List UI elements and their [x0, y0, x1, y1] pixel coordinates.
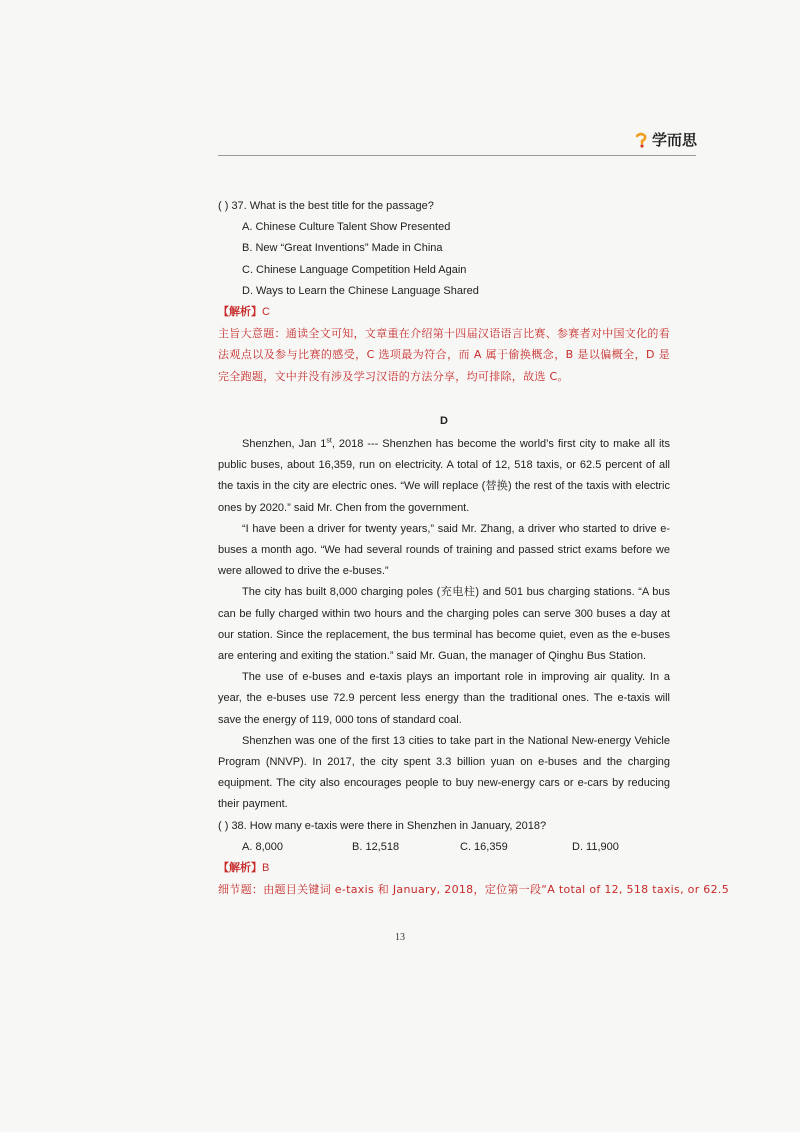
date-superscript: st — [326, 437, 332, 445]
xueersi-logo-icon — [634, 132, 648, 148]
header-divider — [218, 155, 696, 156]
question-38-stem: ( ) 38. How many e-taxis were there in Shenzhen in January, 2018? — [218, 819, 547, 832]
answer-value: C — [262, 306, 270, 319]
question-37-option-a: A. Chinese Culture Talent Show Presented — [242, 221, 451, 234]
question-37-analysis: 主旨大意题：通读全文可知，文章重在介绍第十四届汉语语言比赛、参赛者对中国文化的看法观点以及参与比赛的感受，C 选项最为符合，而 A 属于偷换概念，B 是以偏概全，D 是完全跑题，文中并没有涉及学习汉语的方法分享，均可排除，故选 C。 — [218, 327, 670, 383]
question-37-stem: ( ) 37. What is the best title for the passage? — [218, 200, 434, 212]
passage-paragraph-1 — [218, 434, 670, 519]
question-38-options — [218, 837, 670, 858]
answer-label: 【解析】 — [218, 862, 262, 875]
question-38-option-b: B. 12,518 — [352, 840, 400, 853]
question-38-option-c: C. 16,359 — [460, 840, 508, 853]
question-37-option-d: D. Ways to Learn the Chinese Language Shared — [242, 284, 479, 297]
page-content — [218, 196, 729, 901]
passage-paragraph-4: The use of e-buses and e-taxis plays an important role in improving air quality. In a year, the e-buses use 72.9 percent less energy than the traditional ones. The e-taxis will save the energy of 119, 000 tons of standard coal. — [218, 671, 670, 726]
passage-paragraph-2: “I have been a driver for twenty years,” said Mr. Zhang, a driver who started to drive e-buses a month ago. “We had several rounds of training and passed strict exams before we were allowed to drive the e-buses.” — [218, 522, 670, 578]
answer-label: 【解析】 — [218, 306, 262, 319]
question-37-option-b: B. New “Great Inventions” Made in China — [242, 242, 443, 255]
brand-logo — [634, 129, 697, 150]
paragraph-1-dateline: Shenzhen, Jan 1 — [242, 438, 327, 451]
paragraph-1-text: , 2018 --- Shenzhen has become the world’s first city to make all its public buses, about 16,359, run on electricity. A total of 12, 518 taxis, or 62.5 percent of all the taxis in the city are electric ones. “We will replace (替换) the rest of the taxis with electric ones by 2020.” said Mr. Chen from the government. — [218, 438, 670, 514]
question-38-option-a: A. 8,000 — [242, 840, 283, 853]
question-37-answer — [218, 302, 670, 323]
passage-paragraph-3: The city has built 8,000 charging poles (充电柱) and 501 bus charging stations. “A bus can be fully charged within two hours and the charging poles can serve 300 buses a day at our station. Since the replacement, the bus terminal has become quiet, even as the e-buses are entering and exiting the station.” said Mr. Guan, the manager of Qinghu Bus Station. — [218, 586, 670, 663]
question-38-analysis: 细节题：由题目关键词 e-taxis 和 January, 2018，定位第一段“A total of 12, 518 taxis, or 62.5 — [218, 883, 729, 897]
page-number: 13 — [395, 932, 405, 943]
answer-value: B — [262, 862, 270, 875]
question-37-option-c: C. Chinese Language Competition Held Again — [242, 263, 467, 276]
question-38-answer — [218, 858, 670, 879]
section-title: D — [440, 414, 448, 427]
question-38-option-d: D. 11,900 — [572, 840, 619, 853]
passage-paragraph-5: Shenzhen was one of the first 13 cities to take part in the National New-energy Vehicle Program (NNVP). In 2017, the city spent 3.3 billion yuan on e-buses and the charging equipment. The city also encourages people to buy new-energy cars or e-cars by reducing their payment. — [218, 734, 670, 811]
logo-text: 学而思 — [652, 132, 698, 149]
